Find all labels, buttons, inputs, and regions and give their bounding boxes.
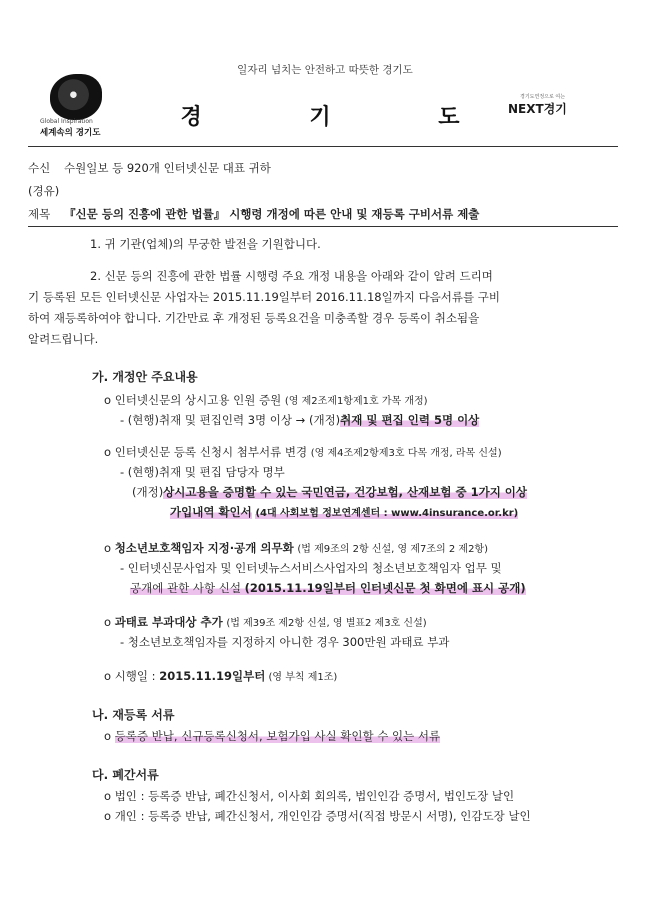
organization-title: 경 기 도: [180, 105, 510, 130]
item-3-detail-1: - 인터넷신문사업자 및 인터넷뉴스서비스사업자의 청소년보호책임자 업무 및: [120, 561, 502, 575]
item-3-ref: (법 제9조의 2항 신설, 영 제7조의 2 제2항): [297, 544, 488, 555]
paragraph-2-line-1: 2. 신문 등의 진흥에 관한 법률 시행령 주요 개정 내용을 아래와 같이 알려 드리며: [90, 269, 493, 283]
next-gyeonggi-logo: NEXT경기: [508, 102, 567, 116]
item-1-detail-b: 취재 및 편집 인력 5명 이상: [340, 413, 480, 427]
section-da-item-1-text: 법인 : 등록증 반납, 폐간신청서, 이사회 회의록, 법인인감 증명서, 법인도장 날인: [114, 789, 515, 803]
item-2-detail-2a: (개정): [132, 485, 164, 499]
item-2-detail-3b: (4대 사회보험 정보연계센터 : www.4insurance.or.kr): [255, 508, 519, 519]
section-ga-title: 가. 개정안 주요내용: [92, 370, 198, 384]
item-3-title: 청소년보호책임자 지정·공개 의무화: [114, 541, 294, 555]
bullet: o: [104, 809, 112, 823]
section-da-item-2-text: 개인 : 등록증 반납, 폐간신청서, 개인인감 증명서(직접 방문시 서명), 인감도장 날인: [114, 809, 531, 823]
logo-subtitle: Global Inspiration: [40, 118, 93, 125]
item-5-label: 시행일 :: [114, 669, 160, 683]
bullet: o: [104, 541, 112, 555]
item-1-ref: (영 제2조제1항제1호 가목 개정): [284, 396, 428, 407]
section-da-title: 다. 폐간서류: [92, 768, 159, 782]
subject-divider: [28, 226, 618, 227]
item-1-detail: [120, 412, 479, 428]
item-4-ref: (법 제39조 제2항 신설, 영 별표2 제3호 신설): [226, 618, 427, 629]
item-2-title: 인터넷신문 등록 신청시 첨부서류 변경: [114, 445, 308, 459]
next-logo-tagline: 경기도연정으로 여는: [520, 94, 566, 100]
item-3-detail-2a: 공개에 관한 사항 신설: [130, 581, 245, 595]
section-na-title: 나. 재등록 서류: [92, 708, 175, 722]
item-3-detail-2: [130, 580, 526, 596]
item-5-ref: (영 부칙 제1조): [265, 672, 338, 683]
header-divider: [28, 146, 618, 147]
logo-name: 세계속의 경기도: [40, 128, 101, 138]
subject-label: 제목: [28, 207, 51, 221]
recipient: 수원일보 등 920개 인터넷신문 대표 귀하: [64, 161, 271, 175]
item-2-detail-1: - (현행)취재 및 편집 담당자 명부: [120, 465, 285, 479]
bullet: o: [104, 615, 112, 629]
item-2-detail-2b: 상시고용을 증명할 수 있는 국민연금, 건강보험, 산재보험 중 1가지 이상: [163, 485, 528, 499]
bullet: o: [104, 393, 112, 407]
item-4-title: 과태료 부과대상 추가: [114, 615, 223, 629]
section-na-item: [104, 728, 440, 744]
section-da-item-2: [104, 808, 531, 824]
paragraph-2-line-2: 기 등록된 모든 인터넷신문 사업자는 2015.11.19일부터 2016.11.18일까지 다음서류를 구비: [28, 290, 500, 304]
paragraph-2-line-3: 하여 재등록하여야 합니다. 기간만료 후 개정된 등록요건을 미충족할 경우 등록이 취소됨을: [28, 311, 480, 325]
item-2-ref: (영 제4조제2항제3호 다목 개정, 라목 신설): [310, 448, 502, 459]
item-2-detail-3: [170, 504, 518, 520]
item-1-title: 인터넷신문의 상시고용 인원 증원: [114, 393, 282, 407]
item-1: [104, 392, 428, 408]
section-na-item-text: 등록증 반납, 신규등록신청서, 보험가입 사실 확인할 수 있는 서류: [114, 729, 441, 743]
item-2-detail-3a: 가입내역 확인서: [170, 505, 252, 519]
item-3: [104, 540, 488, 556]
bullet: o: [104, 445, 112, 459]
item-3-detail-2b: (2015.11.19일부터 인터넷신문 첫 화면에 표시 공개): [244, 581, 526, 595]
paragraph-1: 1. 귀 기관(업체)의 무궁한 발전을 기원합니다.: [90, 237, 321, 251]
bullet: o: [104, 789, 112, 803]
item-2-detail-2: [132, 484, 527, 500]
paragraph-2-line-4: 알려드립니다.: [28, 332, 99, 346]
section-da-item-1: [104, 788, 514, 804]
bullet: o: [104, 669, 112, 683]
item-5: [104, 668, 337, 684]
bullet: o: [104, 729, 112, 743]
effective-date: 2015.11.19일부터: [159, 669, 266, 683]
item-1-detail-a: - (현행)취재 및 편집인력 3명 이상 → (개정): [120, 413, 341, 427]
recipient-label: 수신: [28, 161, 51, 175]
slogan: 일자리 넘치는 안전하고 따뜻한 경기도: [237, 64, 413, 76]
item-4: [104, 614, 427, 630]
item-2: [104, 444, 502, 460]
subject: 『신문 등의 진흥에 관한 법률』 시행령 개정에 따른 안내 및 재등록 구비서류 제출: [64, 207, 480, 221]
item-4-detail: - 청소년보호책임자를 지정하지 아니한 경우 300만원 과태료 부과: [120, 635, 450, 649]
via: (경유): [28, 184, 60, 198]
